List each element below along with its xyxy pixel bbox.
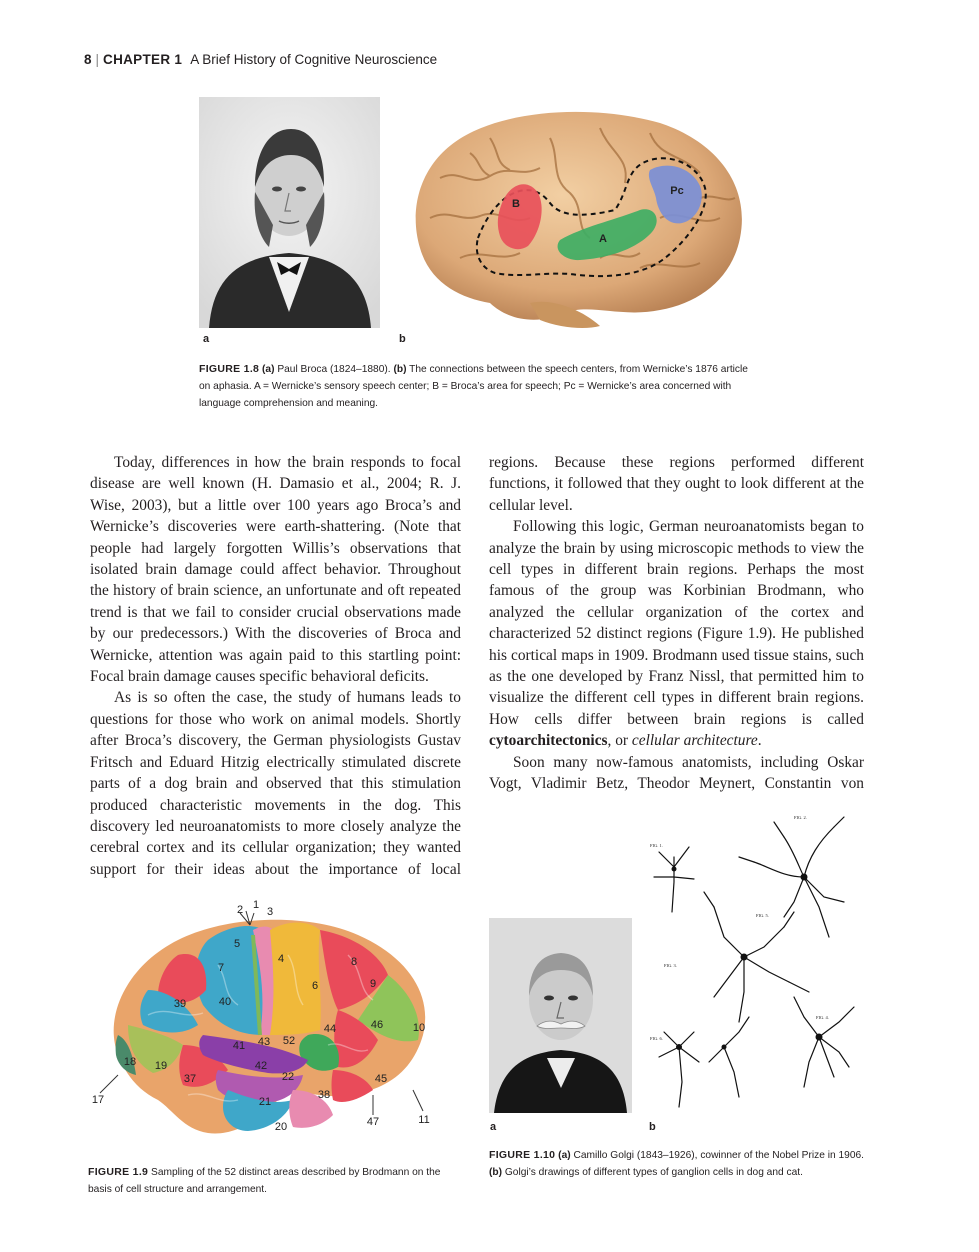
drawing-fig-label: FIG. 2.	[794, 815, 807, 820]
brain-label-b: B	[512, 198, 520, 210]
brodmann-area-label: 45	[374, 1073, 388, 1085]
caption-b-marker: (b)	[393, 364, 407, 375]
brodmann-area-label: 10	[412, 1022, 426, 1034]
brodmann-area-label: 5	[233, 938, 241, 950]
brodmann-area-label: 44	[323, 1023, 337, 1035]
left-paragraph-2: As is so often the case, the study of humans leads to questions for those who work on animal models. Shortly after Broca’s discovery, the German physiologists Gustav Fritsch and Eduard Hitzig electrically stimulated discrete parts of a dog brain and observed that this stimulation produced characteristic movements in the dog. This discovery led neuroanatomists to more closely analyze the cerebral cortex and its cellular organization; they wanted support for their ideas about the importance of local	[90, 689, 461, 878]
brodmann-area-label: 46	[370, 1019, 384, 1031]
golgi-cell-drawings-image	[644, 807, 862, 1113]
brodmann-area-label: 52	[282, 1035, 296, 1047]
right-paragraph-2-text: Following this logic, German neuroanatomists began to analyze the brain by using microscopic methods to view the cell types in different brain regions. Perhaps the most famous of the group was Korbinian Brodmann, who analyzed the cellular organization of the cortex and characterized 52 distinct regions (Figure 1.9). He published his cortical maps in 1909. Brodmann used tissue stains, such as the one developed by Franz Nissl, that permitted him to visualize the different cell types in different brain regions. How cells differ between brain regions is called	[489, 518, 864, 728]
drawing-fig-label: FIG. 6.	[650, 1036, 663, 1041]
caption-a-marker: (a)	[558, 1150, 571, 1161]
caption-b-marker: (b)	[489, 1167, 503, 1178]
figure-1-9-number: FIGURE 1.9	[88, 1166, 149, 1178]
caption-b-text: The connections between the speech centers, from Wernicke’s 1876 article on aphasia. A = Wernicke’s sensory speech center; B = Broca’s area for speech; Pc = Wernicke’s area concerned with language comprehension and meaning.	[199, 364, 748, 409]
term-period: .	[757, 732, 762, 750]
left-text-column	[90, 452, 461, 880]
brodmann-area-label: 42	[254, 1060, 268, 1072]
chapter-label: CHAPTER 1	[103, 52, 183, 67]
brodmann-area-label: 6	[311, 980, 319, 992]
brain-label-a: A	[599, 233, 607, 245]
brodmann-area-label: 41	[232, 1040, 246, 1052]
brodmann-area-label: 4	[277, 953, 285, 965]
figure-1-10-number: FIGURE 1.10	[489, 1149, 556, 1161]
header-separator: |	[95, 52, 100, 67]
brodmann-area-label: 17	[91, 1094, 105, 1106]
brodmann-area-label: 20	[274, 1121, 288, 1133]
brodmann-area-label: 43	[257, 1036, 271, 1048]
brodmann-area-label: 1	[252, 899, 260, 911]
figure-1-8-label-b: b	[399, 333, 406, 345]
right-paragraph-2	[489, 516, 864, 751]
drawing-fig-label: FIG. 3.	[664, 963, 677, 968]
brodmann-area-label: 47	[366, 1116, 380, 1128]
brodmann-area-label: 37	[183, 1073, 197, 1085]
brodmann-area-label: 18	[123, 1056, 137, 1068]
figure-1-9-caption-text: Sampling of the 52 distinct areas described by Brodmann on the basis of cell structure and arrangement.	[88, 1167, 441, 1195]
drawing-fig-label: FIG. 1.	[650, 843, 663, 848]
drawing-fig-label: FIG. 5.	[756, 913, 769, 918]
right-paragraph-1: regions. Because these regions performed different functions, it followed that they ought to look different at the cellular level.	[489, 454, 864, 514]
caption-a-text: Paul Broca (1824–1880).	[277, 364, 391, 375]
caption-b-text: Golgi’s drawings of different types of ganglion cells in dog and cat.	[504, 1167, 803, 1178]
brodmann-area-label: 2	[236, 904, 244, 916]
brodmann-area-label: 19	[154, 1060, 168, 1072]
figure-1-10-label-b: b	[649, 1121, 656, 1133]
brodmann-area-label: 3	[266, 906, 274, 918]
figure-1-8-number: FIGURE 1.8	[199, 363, 260, 375]
brodmann-area-label: 8	[350, 956, 358, 968]
drawing-fig-label: FIG. 4.	[816, 1015, 829, 1020]
chapter-title: A Brief History of Cognitive Neuroscience	[190, 52, 438, 67]
brodmann-area-label: 39	[173, 998, 187, 1010]
brain-label-pc: Pc	[670, 185, 684, 197]
broca-portrait-image	[199, 97, 380, 328]
brodmann-area-label: 21	[258, 1096, 272, 1108]
term-cytoarchitectonics: cytoarchitectonics	[489, 732, 608, 750]
figure-1-8-caption	[199, 361, 759, 412]
brodmann-area-label: 22	[281, 1071, 295, 1083]
figure-1-10-label-a: a	[490, 1121, 497, 1133]
figure-1-9-caption	[88, 1164, 448, 1198]
caption-a-text: Camillo Golgi (1843–1926), cowinner of the Nobel Prize in 1906.	[573, 1150, 864, 1161]
brodmann-area-label: 7	[217, 962, 225, 974]
left-paragraph-1: Today, differences in how the brain responds to focal disease are well known (H. Damasio et al., 2004; R. J. Wise, 2003), but a little over 100 years ago Broca’s and Wernicke’s discoveries were earth-shattering. (Note that people had largely forgotten Willis’s observations that isolated brain damage could affect behavior. Throughout the history of brain science, an unfortunate and oft repeated trend is that we fail to consider crucial observations made by our predecessors.) With the discoveries of Broca and Wernicke, attention was again paid to this startling point: Focal brain damage causes specific behavioral deficits.	[90, 454, 461, 686]
running-header	[84, 52, 437, 67]
term-cellular-architecture: cellular architecture	[631, 732, 758, 750]
golgi-portrait-image	[489, 918, 632, 1113]
brodmann-area-label: 9	[369, 978, 377, 990]
term-connector: , or	[607, 732, 629, 750]
brodmann-areas-brain-image	[88, 895, 440, 1145]
brodmann-area-label: 11	[418, 1114, 430, 1126]
brodmann-area-label: 38	[317, 1089, 331, 1101]
brodmann-area-label: 40	[218, 996, 232, 1008]
speech-centers-brain-image	[400, 98, 752, 330]
caption-a-marker: (a)	[262, 364, 275, 375]
page-number: 8	[84, 52, 92, 67]
right-text-column	[489, 452, 864, 795]
right-paragraph-3: Soon many now-famous anatomists, including Oskar Vogt, Vladimir Betz, Theodor Meynert, Constantin von	[489, 753, 864, 793]
figure-1-10-caption	[489, 1147, 864, 1181]
figure-1-8-label-a: a	[203, 333, 210, 345]
